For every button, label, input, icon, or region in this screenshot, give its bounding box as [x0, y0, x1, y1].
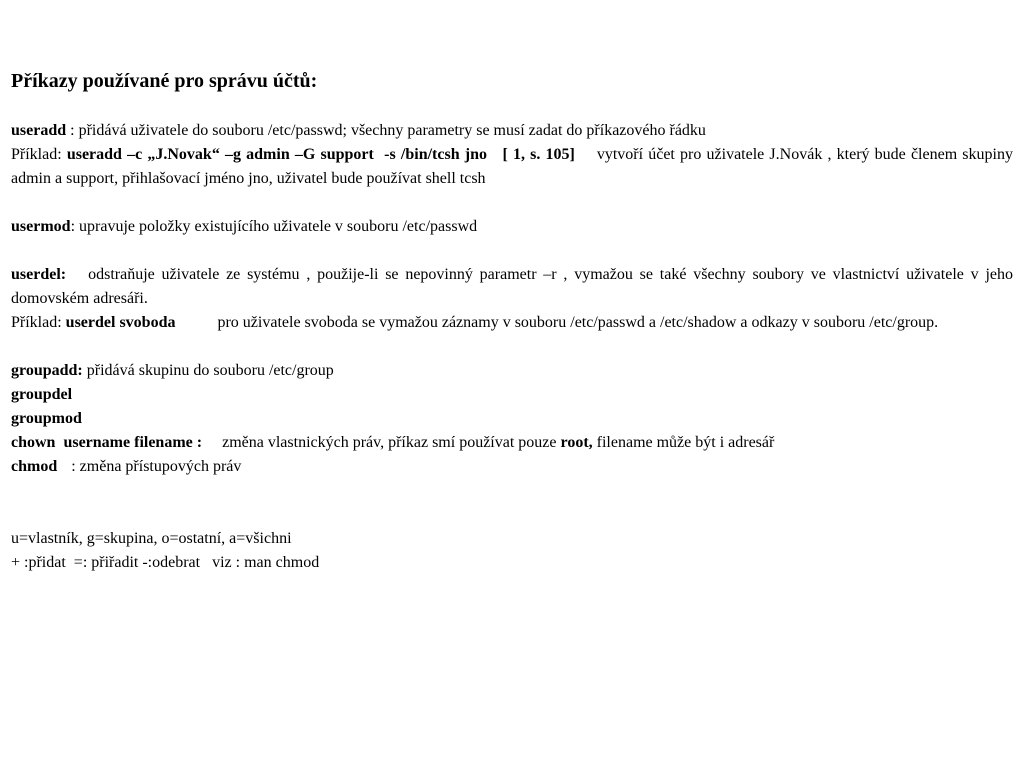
document-page	[11, 68, 1013, 575]
chmod-command: chmod	[11, 458, 58, 475]
useradd-example-label: Příklad:	[11, 146, 67, 163]
usermod-desc-text: : upravuje položky existujícího uživatele v souboru /etc/passwd	[70, 218, 478, 235]
useradd-desc-text: : přidává uživatele do souboru /etc/passwd; všechny parametry se musí zadat do příkazového řádku	[66, 122, 706, 139]
usermod-description	[11, 215, 1013, 239]
chown-root-keyword: root,	[560, 434, 593, 451]
chown-command: chown username filename :	[11, 434, 203, 451]
page-title: Příkazy používané pro správu účtů:	[11, 70, 318, 92]
useradd-example-desc: vytvoří účet pro uživatele J.Novák , který bude členem skupiny admin a support, přihlašovací jméno jno, uživatel bude používat shell tcsh	[11, 146, 1013, 187]
userdel-command: userdel:	[11, 266, 67, 283]
userdel-description	[11, 263, 1013, 311]
chmod-legend-ops: + :přidat =: přiřadit -:odebrat viz : man chmod	[11, 554, 320, 571]
groupmod-command: groupmod	[11, 410, 82, 427]
useradd-command: useradd	[11, 122, 67, 139]
userdel-example-command: userdel svoboda	[65, 314, 176, 331]
chown-desc-post: filename může být i adresář	[592, 434, 775, 451]
chmod-desc-text: : změna přístupových práv	[71, 458, 242, 475]
groupadd-description	[11, 359, 1013, 383]
chown-description	[11, 431, 1013, 455]
groupadd-desc-text: přidává skupinu do souboru /etc/group	[82, 362, 334, 379]
groupdel-line	[11, 383, 1013, 407]
chmod-legend-who: u=vlastník, g=skupina, o=ostatní, a=všichni	[11, 530, 292, 547]
chown-desc-pre: změna vlastnických práv, příkaz smí používat pouze	[222, 434, 561, 451]
userdel-desc-text: odstraňuje uživatele ze systému , použije-li se nepovinný parametr –r , vymažou se také všechny soubory ve vlastnictví uživatele v jeho domovském adresáři.	[11, 266, 1013, 307]
usermod-command: usermod	[11, 218, 71, 235]
useradd-example	[11, 143, 1013, 191]
useradd-description	[11, 119, 1013, 143]
groupadd-command: groupadd:	[11, 362, 83, 379]
chmod-description	[11, 455, 1013, 479]
groupmod-line	[11, 407, 1013, 431]
userdel-example-label: Příklad:	[11, 314, 66, 331]
groupdel-command: groupdel	[11, 386, 73, 403]
userdel-example-desc: pro uživatele svoboda se vymažou záznamy v souboru /etc/passwd a /etc/shadow a odkazy v souboru /etc/group.	[217, 314, 939, 331]
userdel-example	[11, 311, 1013, 335]
useradd-example-command: useradd –c „J.Novak“ –g admin –G support -s /bin/tcsh jno [ 1, s. 105]	[66, 146, 575, 163]
